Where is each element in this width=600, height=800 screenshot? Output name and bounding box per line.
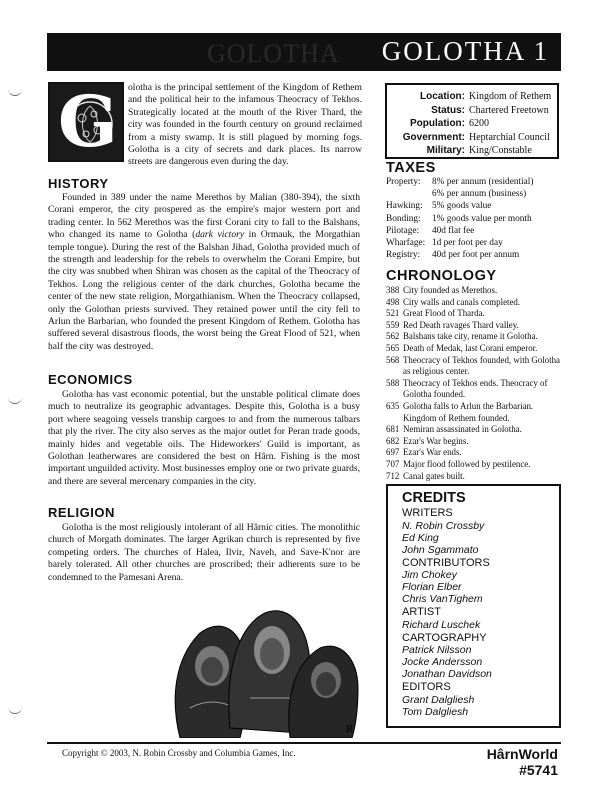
chronology-event: Theocracy of Tekhos ends. Theocracy of Golotha founded.	[403, 377, 548, 400]
credits-name: N. Robin Crossby	[402, 519, 485, 532]
chronology-year: 588	[386, 377, 400, 388]
credits-name: Patrick Nilsson	[402, 644, 472, 656]
page-title: GOLOTHA 1	[381, 36, 549, 66]
chronology-heading: CHRONOLOGY	[386, 268, 497, 284]
chronology-year: 707	[386, 458, 400, 469]
credits-box	[386, 484, 561, 728]
info-row	[391, 90, 553, 104]
chronology-event: City founded as Merethos.	[403, 285, 498, 295]
tax-value: 1% goods value per month	[432, 213, 532, 224]
chronology-list	[386, 285, 561, 482]
tax-row	[386, 237, 561, 249]
tax-key: Registry:	[386, 250, 421, 261]
credits-group-title: EDITORS	[402, 681, 451, 693]
chronology-event: Ezar's War ends.	[403, 447, 462, 458]
chronology-year: 568	[386, 354, 400, 365]
svg-text:R: R	[346, 725, 353, 735]
chronology-item	[386, 424, 561, 436]
chronology-event: Nemiran assassinated in Golotha.	[403, 424, 522, 435]
info-key: Population:	[410, 118, 465, 129]
chronology-item	[386, 401, 561, 424]
chronology-item	[386, 331, 561, 343]
chronology-item	[386, 459, 561, 471]
info-value: King/Constable	[469, 145, 532, 156]
chronology-item	[386, 285, 561, 297]
economics-paragraph	[48, 389, 360, 488]
chronology-event: Red Death ravages Thard valley.	[403, 319, 519, 330]
chronology-event: Golotha falls to Arlun the Barbarian. Kingdom of Rethem founded.	[403, 400, 534, 423]
tax-row	[386, 176, 561, 188]
chronology-year: 388	[386, 285, 400, 295]
tax-value: 6% per annum (business)	[432, 189, 527, 200]
page-header	[47, 33, 561, 71]
copyright-notice: Copyright © 2003, N. Robin Crossby and Columbia Games, Inc.	[62, 748, 296, 758]
credits-name: Richard Luschek	[402, 618, 481, 631]
chronology-event: Ezar's War begins.	[403, 435, 469, 446]
history-italic-term: dark victory	[195, 229, 245, 241]
chronology-event: City walls and canals completed.	[403, 296, 521, 307]
credits-name: Chris VanTighem	[402, 593, 483, 605]
chronology-event: Canal gates built.	[403, 470, 465, 481]
chronology-item	[386, 436, 561, 448]
credits-group-title: ARTIST	[402, 606, 441, 618]
tax-value: 5% goods value	[432, 201, 492, 212]
info-row	[391, 144, 553, 158]
tax-value: 40d per foot per annum	[432, 250, 520, 261]
chronology-year: 697	[386, 447, 400, 458]
info-key: Status:	[431, 104, 465, 116]
tax-key	[386, 188, 432, 200]
credits-group-title: WRITERS	[402, 507, 453, 519]
credits-name: Jonathan Davidson	[402, 668, 492, 680]
taxes-table	[386, 176, 561, 261]
tax-key: Property:	[386, 177, 421, 187]
info-row	[391, 117, 553, 131]
chronology-item	[386, 471, 561, 483]
drop-cap-illumination	[48, 82, 124, 162]
chronology-year: 521	[386, 308, 400, 319]
credits-name: Ed King	[402, 531, 439, 544]
tax-value: 8% per annum (residential)	[432, 177, 534, 187]
info-key: Military:	[426, 145, 465, 156]
credits-name: John Sgammato	[402, 543, 479, 556]
city-info-box	[385, 83, 559, 159]
history-text-start: Founded in 389 under the name Merethos by Malian (380-394), the sixth Corani emperor, the city prospered as the empire's major western port and trading center. In 562 Merethos was the first Corani city to fall to the Balshans, who changed its name to Golotha (	[48, 192, 360, 241]
economics-text: Golotha has vast economic potential, but the unstable political climate does much to neutralize its geographic advantages. Despite this, Golotha is a busy port where seagoing vessels tranship cargoes to and from the numerous talbars that ply the river. The city also serves as the major outlet for Peran trade goods, mainly hides and vegetable oils. The Hideworkers' Guild is important, as Golothan leatherwares are considered the best on Hârn. Fishing is the most important unguilded activity. Most businesses employ one or two private guards, and there are several mercenary companies in the city.	[48, 389, 360, 487]
tax-row	[386, 188, 561, 200]
chronology-item	[386, 378, 561, 401]
header-ghost-title: GOLOTHA	[207, 39, 340, 68]
info-key: Government:	[402, 131, 465, 143]
credits-group-title: CONTRIBUTORS	[402, 556, 490, 569]
religion-text: Golotha is the most religiously intolerant of all Hârnic cities. The monolithic church of Morgath dominates. The larger Agrikan church is represented by five competing orders. The churches of Halea, Ilvir, Naveh, and Save-K'nor are barely tolerated. All other churches are proscribed; their adherents sure to be condemned to the Pamesani Arena.	[48, 522, 360, 583]
drop-cap-letter: G	[58, 80, 118, 163]
chronology-year: 562	[386, 331, 400, 342]
chronology-event: Major flood followed by pestilence.	[403, 458, 531, 469]
credits-name: Jim Chokey	[402, 569, 457, 581]
chronology-year: 635	[386, 400, 400, 411]
tax-key: Hawking:	[386, 201, 423, 212]
credits-name: Tom Dalgliesh	[402, 705, 469, 718]
tax-value: 1d per foot per day	[432, 238, 503, 249]
economics-heading: ECONOMICS	[48, 372, 133, 387]
chronology-item	[386, 320, 561, 332]
intro-paragraph: olotha is the principal settlement of the Kingdom of Rethem and the political heir to the infamous Theocracy of Tekhos. Strategically located at the mouth of the River Thard, the city was founded in the fourth century on ground reclaimed from a misty swamp. It is still plagued by morning fogs. Golotha is a city of secrets and dark places. Its narrow streets are dangerous even during the day.	[128, 82, 362, 168]
chronology-year: 712	[386, 470, 400, 481]
footer-divider	[47, 742, 561, 744]
info-row	[391, 131, 553, 145]
history-text-end: in Ormauk, the Morgathian temple tongue). During the rest of the Balshan Jihad, Golotha provided much of the strength and leadership for the rebels to overwhelm the Corani Empire, but the city was snubbed when Shiran was chosen as the capital of the Theocracy of Tekhos. Long the religious center of the dark churches, Golotha became the center of the new state religion, Morgathianism. When the Theocracy collapsed, only the Golothan priests survived. They retained power until the city fell to Arlun the Barbarian, who founded the present Kingdom of Rethem. Golotha has suffered several disastrous floods, the worst being the Great Flood of 521, when half the city was destroyed.	[48, 229, 360, 352]
info-value: Kingdom of Rethem	[469, 91, 552, 102]
history-heading: HISTORY	[48, 176, 109, 191]
tax-key: Wharfage:	[386, 238, 426, 249]
brand-name: HârnWorld	[486, 746, 558, 762]
taxes-heading: TAXES	[386, 160, 436, 176]
religion-heading: RELIGION	[48, 505, 115, 520]
chronology-item	[386, 355, 561, 378]
margin-mark	[8, 396, 22, 404]
chronology-year: 682	[386, 435, 400, 446]
info-value: 6200	[469, 118, 489, 129]
hooded-figures-illustration	[160, 588, 360, 738]
chronology-item	[386, 447, 561, 459]
credits-name: Jocke Andersson	[402, 656, 483, 668]
tax-row	[386, 225, 561, 237]
tax-value: 40d flat fee	[432, 225, 475, 236]
info-row	[391, 104, 553, 118]
chronology-event: Balshans take city, rename it Golotha.	[403, 331, 538, 342]
credits-group-title: CARTOGRAPHY	[402, 631, 487, 644]
tax-key: Pilotage:	[386, 225, 420, 236]
chronology-event: Death of Medak, last Corani emperor.	[403, 342, 538, 353]
credits-name: Florian Elber	[402, 581, 462, 593]
chronology-event: Great Flood of Tharda.	[403, 308, 485, 319]
tax-row	[386, 249, 561, 261]
chronology-item	[386, 308, 561, 320]
chronology-year: 498	[386, 296, 400, 307]
chronology-event: Theocracy of Tekhos founded, with Golotha as religious center.	[403, 354, 560, 377]
tax-row	[386, 200, 561, 212]
chronology-item	[386, 297, 561, 309]
margin-mark	[8, 88, 22, 96]
tax-key: Bonding:	[386, 213, 421, 224]
chronology-year: 559	[386, 319, 400, 330]
info-value: Chartered Freetown	[469, 104, 549, 116]
product-number: #5741	[519, 762, 558, 778]
chronology-year: 565	[386, 342, 400, 353]
margin-mark	[8, 706, 22, 714]
tax-row	[386, 213, 561, 225]
history-paragraph	[48, 192, 360, 353]
info-value: Heptarchial Council	[469, 131, 550, 143]
credits-name: Grant Dalgliesh	[402, 693, 475, 706]
chronology-item	[386, 343, 561, 355]
religion-paragraph	[48, 522, 360, 584]
info-key: Location:	[420, 91, 465, 102]
product-brand	[487, 746, 558, 778]
credits-heading: CREDITS	[402, 490, 466, 506]
chronology-year: 681	[386, 424, 400, 435]
